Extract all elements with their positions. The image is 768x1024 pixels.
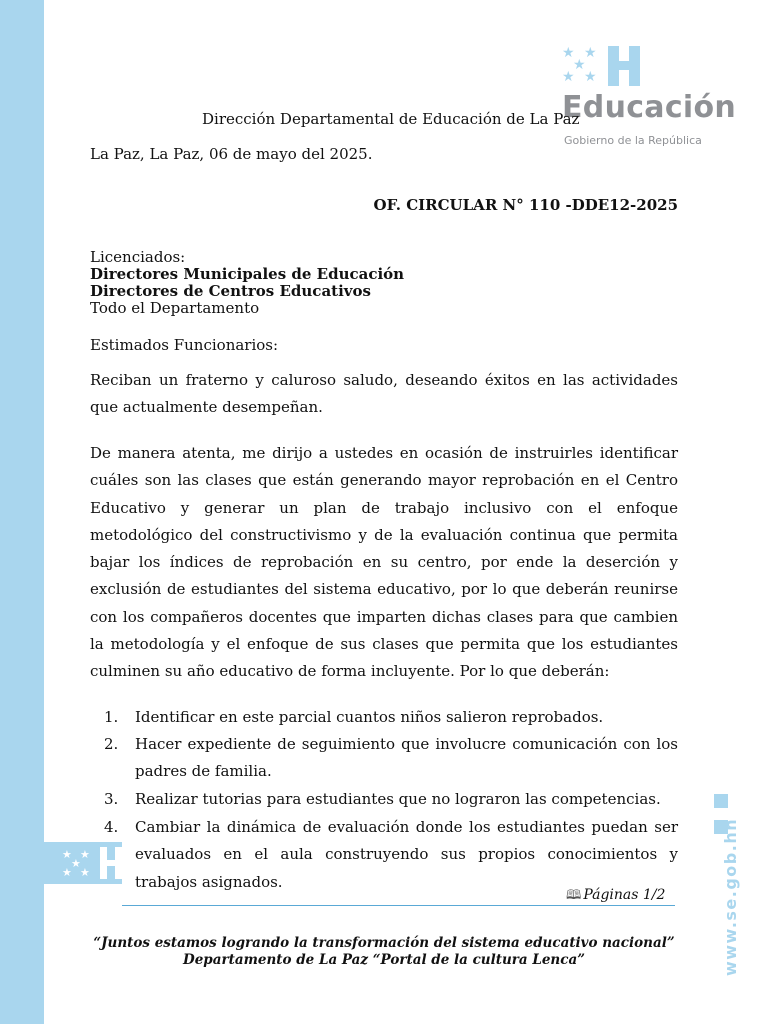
logo-subtitle: Gobierno de la República (564, 134, 702, 147)
recipient-line: Directores Municipales de Educación (90, 265, 405, 283)
left-accent-bar (0, 0, 44, 1024)
greeting: Estimados Funcionarios: (90, 336, 279, 354)
emblem-tab: ★ ★ ★ ★ ★ (44, 842, 122, 884)
footer-divider (122, 905, 675, 906)
body-paragraph: De manera atenta, me dirijo a ustedes en ocasión de instruirles identificar cuáles son las clases que están generando mayor reprobación en el Centro Educativo y generar un plan de trabajo inclusivo con el enfoque metodológico del constructivismo y de la evaluación continua que permita bajar los índices de reprobación en su centro, por ende la deserción y exclusión de estudiantes del sistema educativo, por lo que deberán reunirse con los compañeros docentes que imparten dichas clases para que cambien la metodología y el enfoque de sus clases que permita que los estudiantes culminen su año educativo de forma incluyente. Por lo que deberán: (90, 444, 678, 681)
list-item: Hacer expediente de seguimiento que involucre comunicación con los padres de familia. (135, 735, 678, 781)
list-item: Identificar en este parcial cuantos niños salieron reprobados. (135, 708, 604, 726)
footer-motto: “Juntos estamos logrando la transformación del sistema educativo nacional” (93, 935, 675, 951)
website-url: www.se.gob.hn (721, 817, 740, 976)
list-number: 3. (104, 790, 119, 808)
list-item: Cambiar la dinámica de evaluación donde los estudiantes puedan ser evaluados en el aula construyendo sus propios conocimientos y trabajos asignados. (135, 818, 678, 891)
recipient-line: Todo el Departamento (90, 299, 260, 317)
educacion-logo: ★ ★ ★ ★ ★ Educación Gobierno de la República (562, 45, 737, 147)
list-item: Realizar tutorias para estudiantes que no lograron las competencias. (135, 790, 661, 808)
list-number: 4. (104, 818, 119, 836)
place-date: La Paz, La Paz, 06 de mayo del 2025. (90, 145, 373, 163)
logo-wordmark: Educación (562, 90, 737, 125)
right-decoration (705, 794, 740, 984)
footer-department: Departamento de La Paz “Portal de la cultura Lenca” (183, 952, 585, 968)
book-icon: 🕮 (566, 888, 582, 903)
list-number: 1. (104, 708, 119, 726)
recipient-title: Licenciados: (90, 248, 186, 266)
list-number: 2. (104, 735, 119, 753)
page-label: Páginas 1/2 (583, 887, 666, 903)
circular-reference: OF. CIRCULAR N° 110 -DDE12-2025 (373, 196, 678, 214)
department-header: Dirección Departamental de Educación de La Paz (202, 110, 580, 128)
square-icon (714, 794, 728, 808)
body-paragraph: Reciban un fraterno y caluroso saludo, deseando éxitos en las actividades que actualmente desempeñan. (90, 371, 678, 417)
recipient-line: Directores de Centros Educativos (90, 282, 371, 300)
